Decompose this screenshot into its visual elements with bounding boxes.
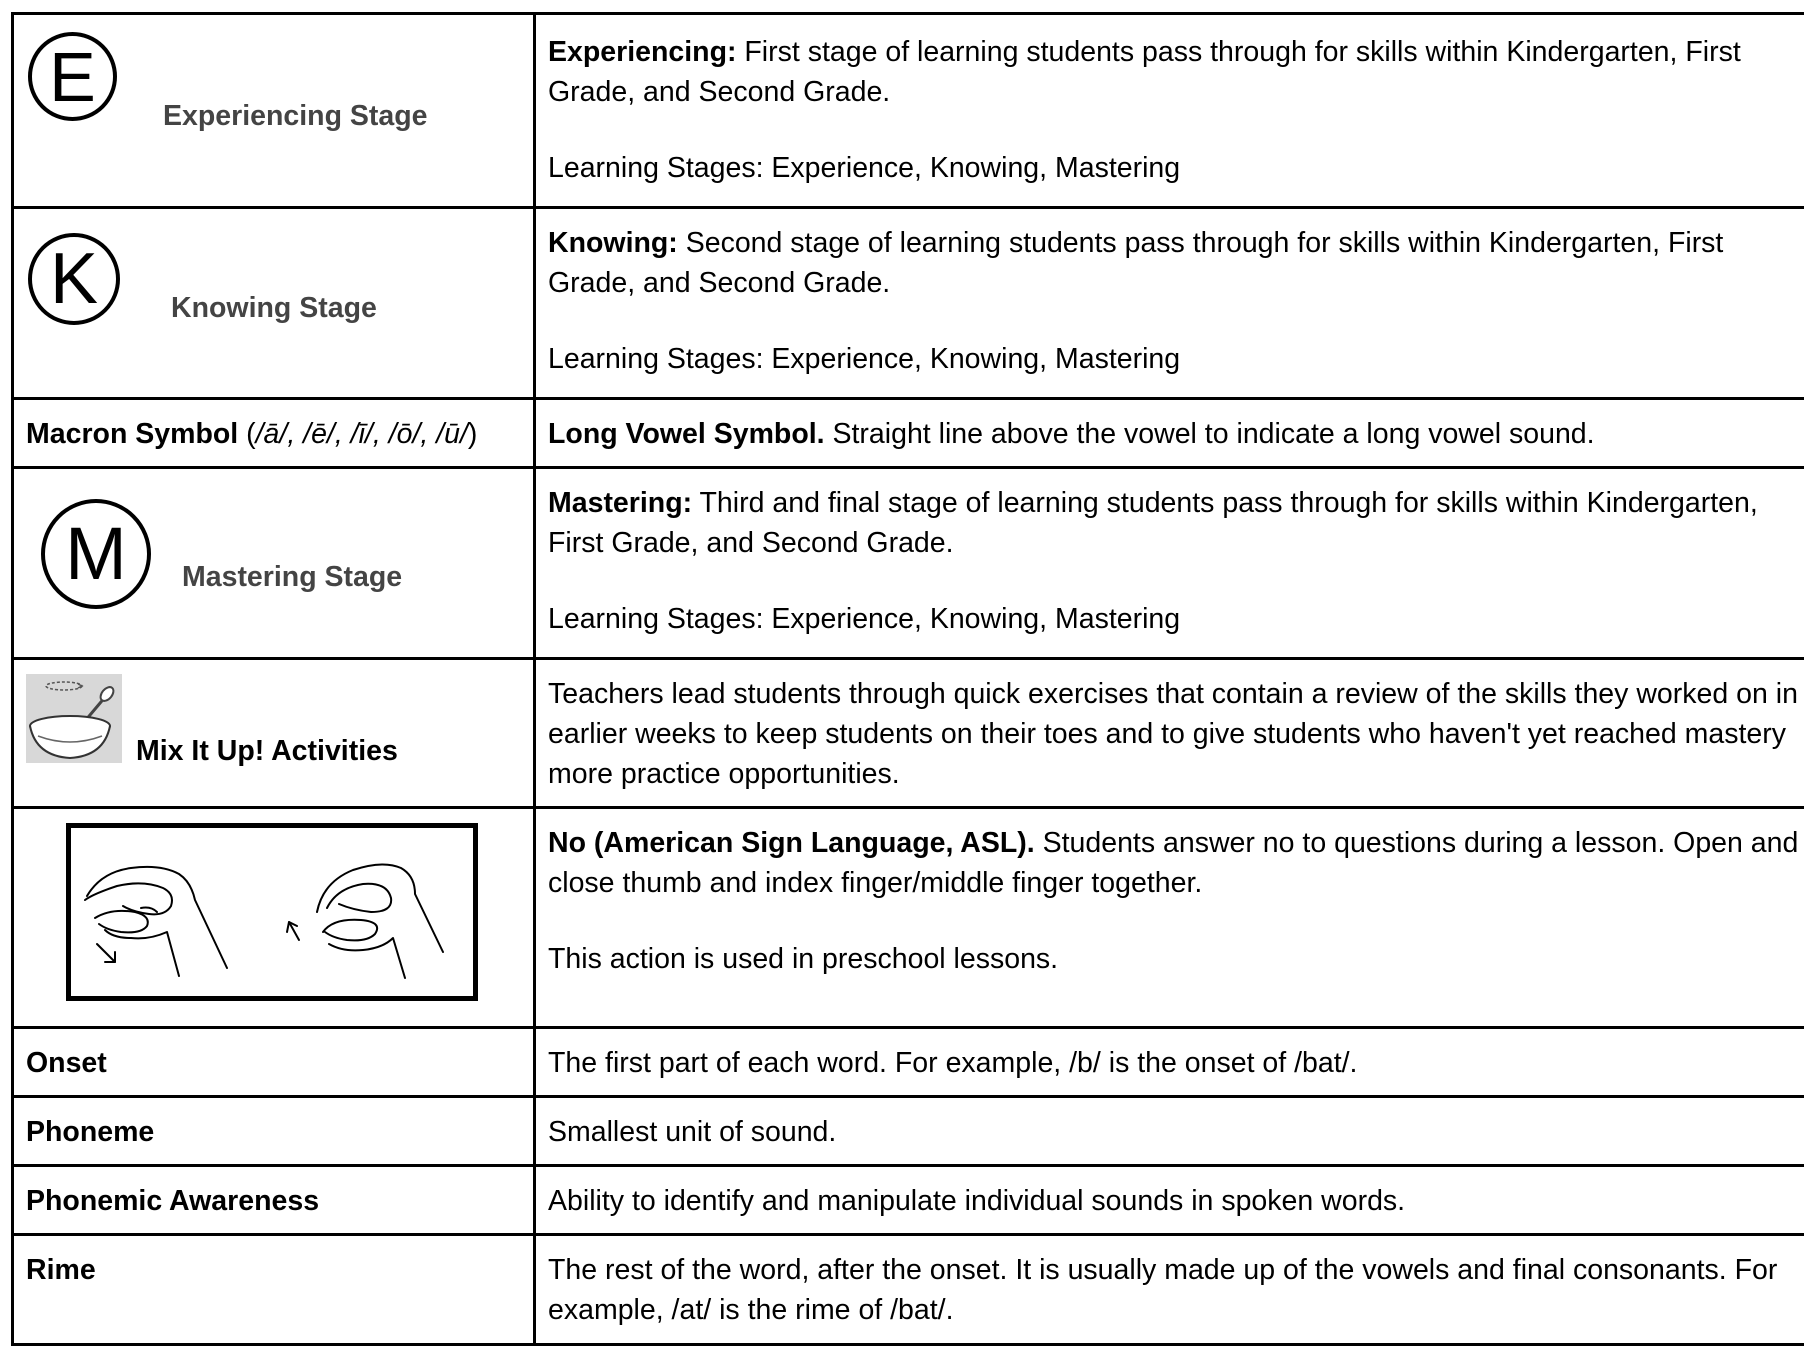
definition-text: Experiencing: First stage of learning students pass through for skills within Kindergarten, First Grade, and Second Grade. (548, 32, 1804, 112)
definition-text: Knowing: Second stage of learning students pass through for skills within Kindergarten, First Grade, and Second Grade. (548, 223, 1804, 303)
definition-cell (535, 14, 1804, 208)
term-label: Macron Symbol (26, 418, 238, 450)
table-row (13, 14, 1804, 208)
definition-text: No (American Sign Language, ASL). Students answer no to questions during a lesson. Open and close thumb and index finger/middle finger together. (548, 823, 1804, 903)
circle-e-icon (28, 32, 117, 121)
table-row (13, 1097, 1804, 1166)
definition-cell: Long Vowel Symbol. Straight line above the vowel to indicate a long vowel sound. (535, 399, 1804, 468)
icon-letter: K (50, 259, 98, 299)
table-row (13, 1166, 1804, 1235)
term-cell: Phoneme (13, 1097, 535, 1166)
glossary-table (11, 12, 1804, 1346)
definition-note: This action is used in preschool lessons. (548, 939, 1804, 979)
table-row (13, 208, 1804, 399)
term-cell: Rime (13, 1235, 535, 1345)
definition-cell (535, 808, 1804, 1028)
definition-cell: Smallest unit of sound. (535, 1097, 1804, 1166)
learning-stages-text: Learning Stages: Experience, Knowing, Mastering (548, 148, 1804, 188)
definition-cell: Teachers lead students through quick exercises that contain a review of the skills they worked on in earlier weeks to keep students on their toes and to give students who haven't yet reached mastery more practice opportunities. (535, 659, 1804, 808)
table-row (13, 1028, 1804, 1097)
mixing-bowl-icon (26, 674, 122, 763)
table-row (13, 468, 1804, 659)
table-row (13, 659, 1804, 808)
definition-cell (535, 468, 1804, 659)
macron-vowels: /ā/, /ē/, /ī/, /ō/, /ū/ (256, 418, 468, 450)
learning-stages-text: Learning Stages: Experience, Knowing, Mastering (548, 339, 1804, 379)
stage-label: Knowing Stage (171, 288, 377, 328)
learning-stages-text: Learning Stages: Experience, Knowing, Mastering (548, 599, 1804, 639)
stage-label: Mastering Stage (182, 557, 402, 597)
term-cell: Phonemic Awareness (13, 1166, 535, 1235)
term-label: Mix It Up! Activities (136, 731, 398, 771)
term-cell: Onset (13, 1028, 535, 1097)
term-cell (13, 14, 535, 208)
definition-text: Mastering: Third and final stage of learning students pass through for skills within Kindergarten, First Grade, and Second Grade. (548, 483, 1804, 563)
term-cell (13, 208, 535, 399)
stage-label: Experiencing Stage (163, 96, 428, 136)
icon-letter: E (49, 57, 96, 97)
term-cell (13, 808, 535, 1028)
circle-k-icon (28, 233, 120, 325)
table-row (13, 1235, 1804, 1345)
definition-cell: The first part of each word. For example, /b/ is the onset of /bat/. (535, 1028, 1804, 1097)
icon-letter: M (65, 534, 127, 574)
table-row (13, 399, 1804, 468)
table-row (13, 808, 1804, 1028)
term-cell: Macron Symbol (/ā/, /ē/, /ī/, /ō/, /ū/) (13, 399, 535, 468)
term-cell (13, 659, 535, 808)
term-cell (13, 468, 535, 659)
circle-m-icon (41, 499, 151, 609)
definition-cell (535, 208, 1804, 399)
definition-cell: The rest of the word, after the onset. It is usually made up of the vowels and final consonants. For example, /at/ is the rime of /bat/. (535, 1235, 1804, 1345)
definition-cell: Ability to identify and manipulate individual sounds in spoken words. (535, 1166, 1804, 1235)
asl-no-sign-illustration (66, 823, 478, 1001)
